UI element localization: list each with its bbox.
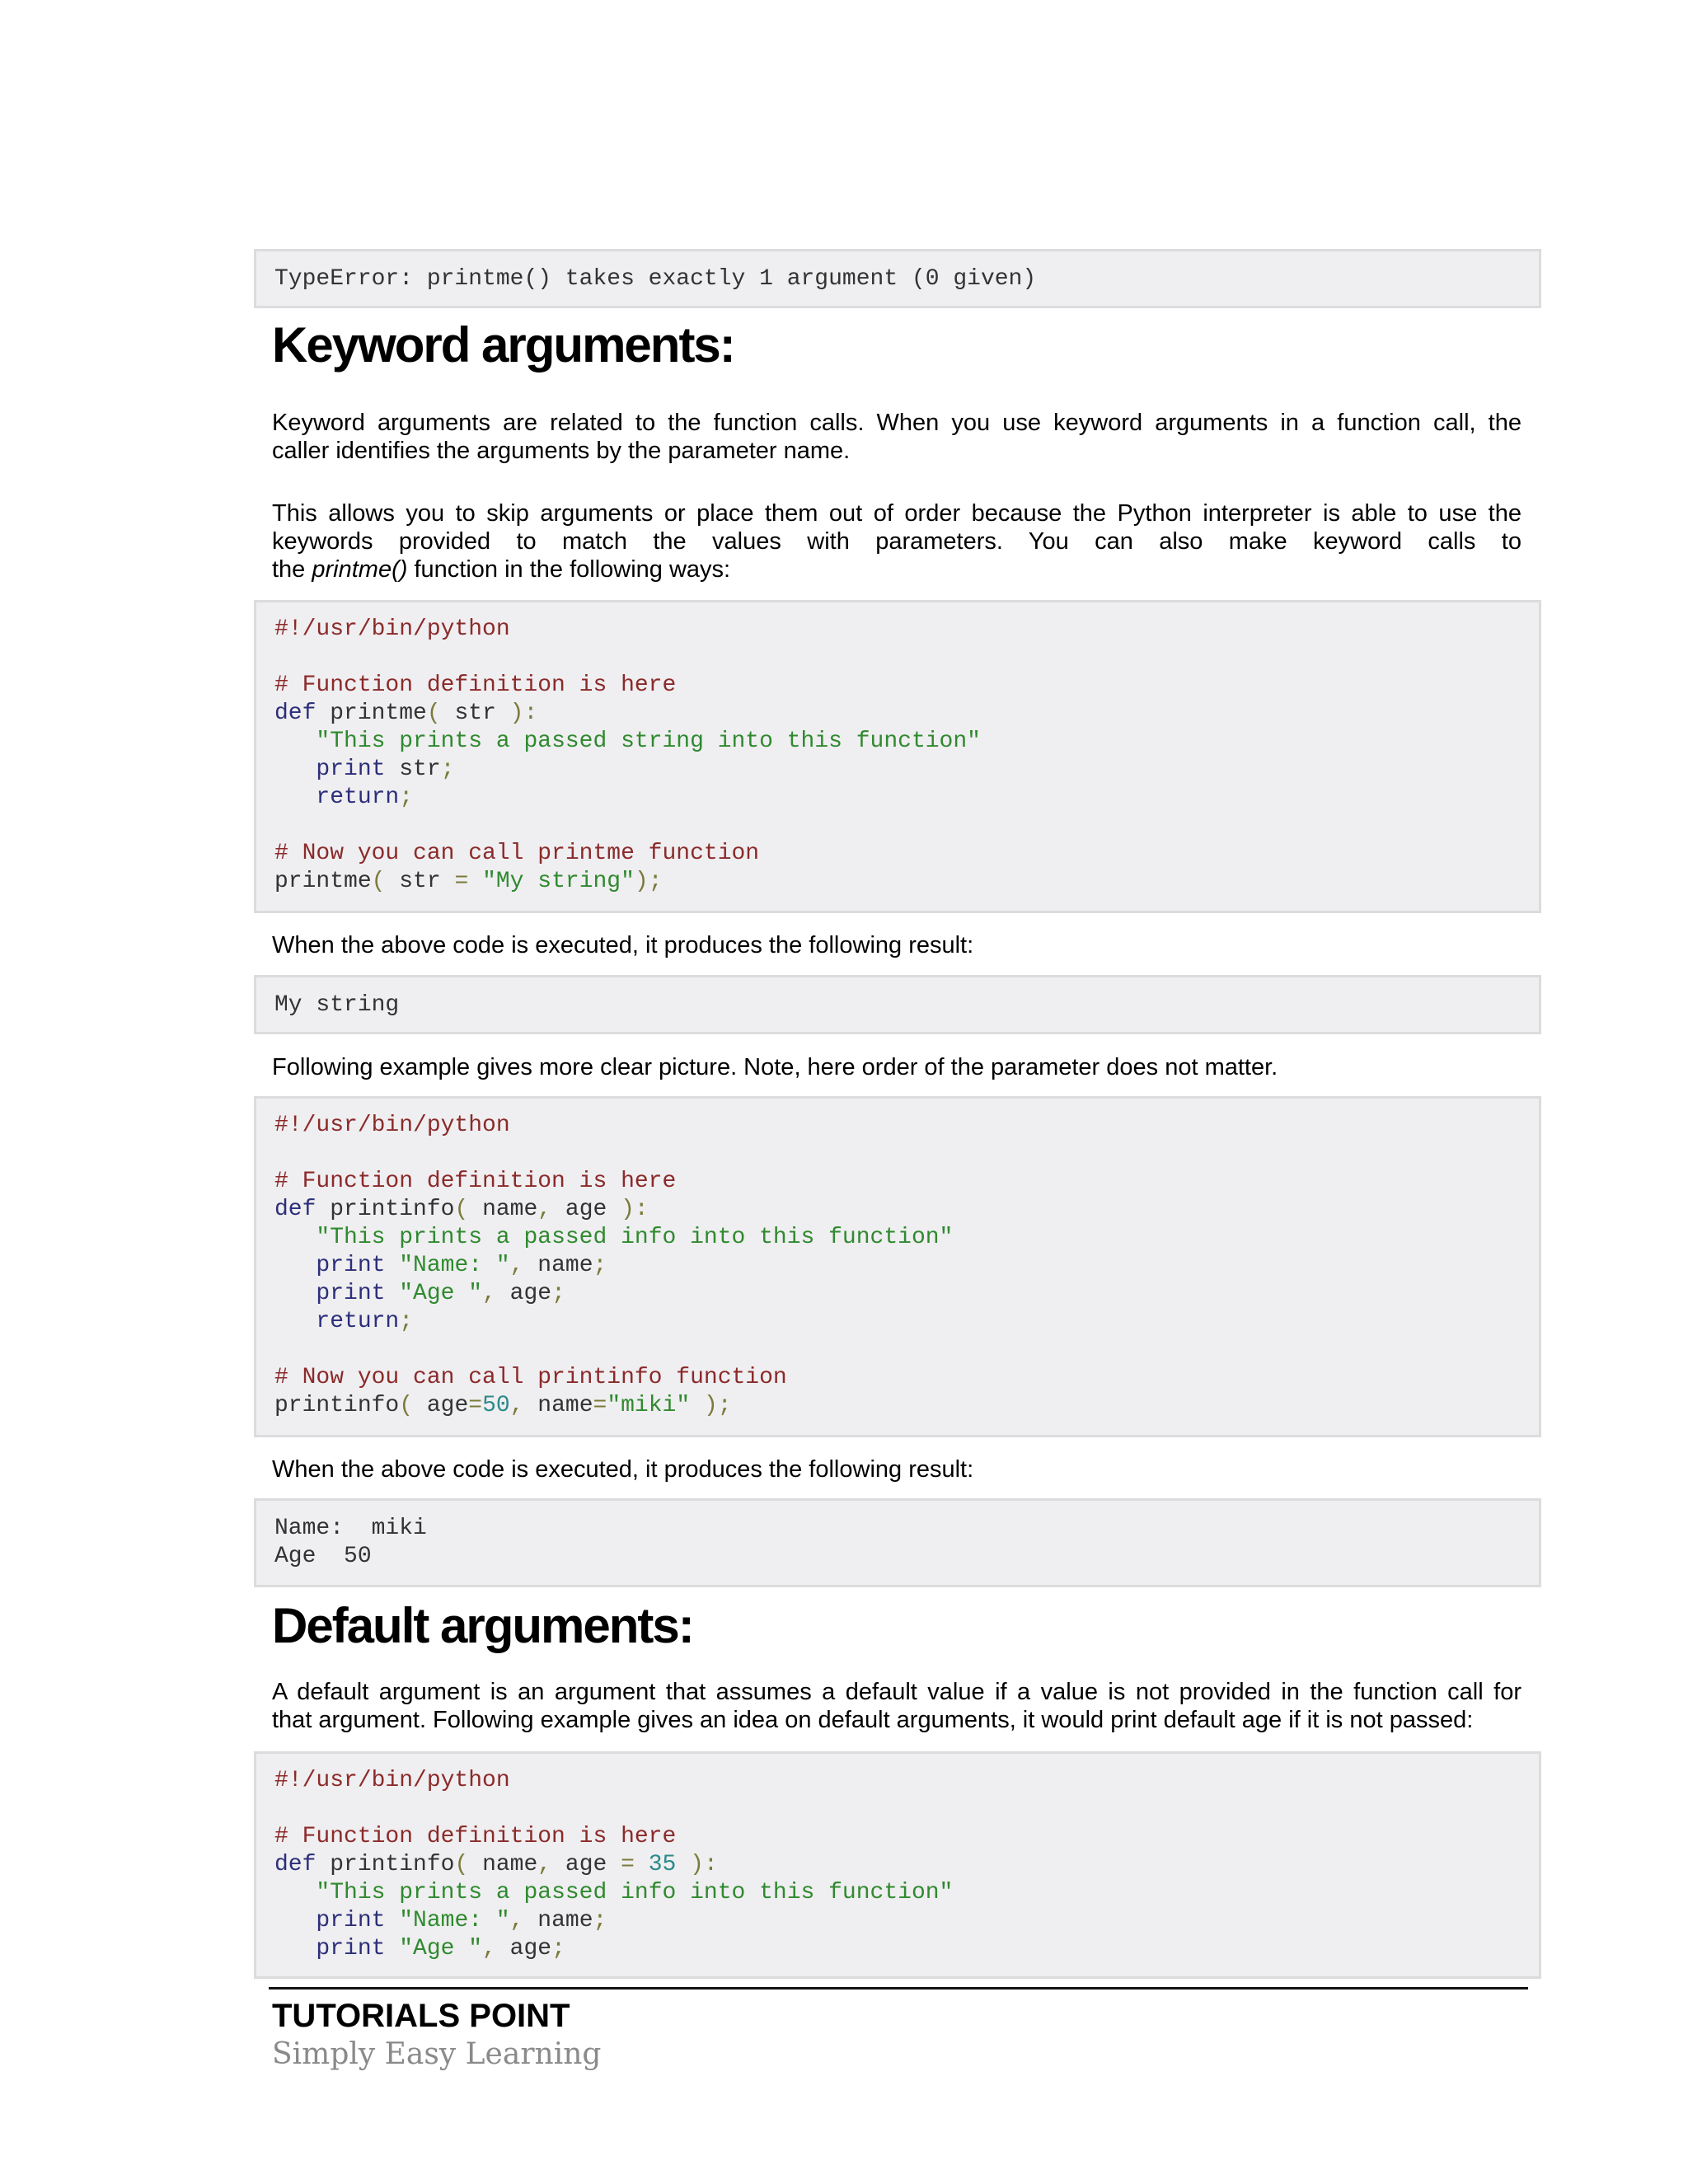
- code-punctuation: ,: [482, 1936, 496, 1961]
- output-line: Age 50: [274, 1544, 372, 1569]
- code-punctuation: (: [399, 1393, 414, 1418]
- code-string: "My string": [468, 869, 635, 894]
- code-identifier: name: [523, 1253, 593, 1278]
- text-run: the: [272, 556, 312, 583]
- code-identifier: str: [385, 869, 455, 894]
- code-punctuation: =: [621, 1852, 635, 1877]
- code-punctuation: =: [593, 1393, 607, 1418]
- code-identifier: printinfo: [316, 1197, 455, 1222]
- code-comment: # Function definition is here: [274, 673, 677, 698]
- code-blank-line: [274, 812, 1539, 840]
- code-punctuation: =: [468, 1393, 483, 1418]
- code-string: "This prints a passed info into this function": [316, 1880, 954, 1905]
- code-identifier: name: [523, 1908, 593, 1933]
- code-identifier: name: [468, 1852, 538, 1877]
- output-line: My string: [274, 992, 400, 1018]
- code-string: "This prints a passed string into this function": [316, 729, 981, 754]
- code-punctuation: );: [634, 869, 663, 894]
- code-block-printinfo: [254, 1096, 1541, 1437]
- paragraph-line: caller identifies the arguments by the parameter name.: [272, 438, 851, 464]
- code-punctuation: ;: [551, 1281, 565, 1306]
- code-string: "Name: ": [385, 1908, 510, 1933]
- code-docstring-line: [274, 728, 1539, 756]
- code-punctuation: (: [454, 1197, 469, 1222]
- code-number: 50: [482, 1393, 510, 1418]
- code-return-line: [274, 784, 1539, 812]
- code-call-line: [274, 868, 1539, 896]
- code-punctuation: ;: [399, 1309, 414, 1334]
- code-identifier: age: [413, 1393, 469, 1418]
- code-punctuation: );: [690, 1393, 732, 1418]
- keyword-intro-paragraph: [272, 409, 1522, 465]
- code-punctuation: ,: [537, 1852, 552, 1877]
- code-identifier: name: [523, 1393, 593, 1418]
- code-comment: # Now you can call printinfo function: [274, 1365, 787, 1390]
- error-output-box: [254, 249, 1541, 308]
- code-blank-line: [274, 644, 1539, 672]
- code-keyword: print: [316, 1253, 386, 1278]
- code-block-default-args: [254, 1751, 1541, 1979]
- code-comment: # Function definition is here: [274, 1824, 677, 1849]
- code-keyword: print: [316, 1936, 386, 1961]
- code-shebang: #!/usr/bin/python: [274, 616, 510, 642]
- code-string: "This prints a passed info into this function": [316, 1225, 954, 1250]
- code-punctuation: =: [454, 869, 469, 894]
- footer-brand-title: TUTORIALS POINT: [272, 1998, 570, 2034]
- code-docstring-line: [274, 1879, 1539, 1907]
- error-line: TypeError: printme() takes exactly 1 argument (0 given): [274, 266, 1037, 292]
- code-blank-line: [274, 1140, 1539, 1168]
- code-string: "Age ": [385, 1936, 483, 1961]
- code-shebang: #!/usr/bin/python: [274, 1768, 510, 1793]
- code-string: "Name: ": [385, 1253, 510, 1278]
- order-note-paragraph: Following example gives more clear picture. Note, here order of the parameter does not matter.: [272, 1054, 1278, 1080]
- paragraph-line: Keyword arguments are related to the function calls. When you use keyword arguments in a function call, the: [272, 410, 1522, 436]
- code-string: "Age ": [385, 1281, 483, 1306]
- code-shebang: #!/usr/bin/python: [274, 1113, 510, 1138]
- paragraph-line: that argument. Following example gives an idea on default arguments, it would print default age if it is not passed:: [272, 1707, 1474, 1733]
- code-print-line: [274, 1907, 1539, 1935]
- code-identifier: age: [551, 1852, 621, 1877]
- code-comment: # Function definition is here: [274, 1169, 677, 1194]
- code-def-line: [274, 1196, 1539, 1224]
- footer-tagline: Simply Easy Learning: [272, 2037, 602, 2071]
- code-punctuation: ,: [509, 1253, 524, 1278]
- text-run: function in the following ways:: [407, 556, 731, 583]
- code-def-line: [274, 700, 1539, 728]
- code-blank-line: [274, 1795, 1539, 1823]
- code-comment: # Now you can call printme function: [274, 841, 760, 866]
- code-keyword: print: [316, 1281, 386, 1306]
- code-def-line: [274, 1851, 1539, 1879]
- code-punctuation: ;: [593, 1253, 607, 1278]
- result-caption: When the above code is executed, it produces the following result:: [272, 1456, 974, 1483]
- code-print-line: [274, 1280, 1539, 1308]
- code-keyword: def: [274, 1197, 316, 1222]
- code-punctuation: ,: [537, 1197, 552, 1222]
- code-punctuation: ;: [399, 785, 414, 810]
- footer-divider: [269, 1987, 1528, 1990]
- code-identifier: printme: [316, 701, 427, 726]
- code-keyword: return: [316, 1309, 400, 1334]
- code-number: 35: [634, 1852, 677, 1877]
- code-identifier: printinfo: [274, 1393, 400, 1418]
- code-identifier: name: [468, 1197, 538, 1222]
- code-print-line: [274, 1252, 1539, 1280]
- code-punctuation: ;: [440, 757, 455, 782]
- code-keyword: def: [274, 1852, 316, 1877]
- code-punctuation: ,: [509, 1908, 524, 1933]
- code-call-line: [274, 1392, 1539, 1420]
- code-identifier: age: [495, 1936, 552, 1961]
- code-return-line: [274, 1308, 1539, 1336]
- output-line: Name: miki: [274, 1516, 427, 1541]
- code-punctuation: ;: [551, 1936, 565, 1961]
- code-punctuation: ):: [621, 1197, 649, 1222]
- output-box-1: [254, 975, 1541, 1034]
- code-print-line: [274, 1935, 1539, 1963]
- code-identifier: age: [495, 1281, 552, 1306]
- output-box-2: [254, 1498, 1541, 1587]
- code-print-line: [274, 756, 1539, 784]
- code-punctuation: ;: [593, 1908, 607, 1933]
- code-punctuation: ,: [509, 1393, 524, 1418]
- code-keyword: print: [316, 757, 386, 782]
- code-punctuation: (: [371, 869, 386, 894]
- code-identifier: printinfo: [316, 1852, 455, 1877]
- default-arguments-heading: Default arguments:: [272, 1598, 693, 1653]
- code-punctuation: ):: [676, 1852, 718, 1877]
- code-keyword: return: [316, 785, 400, 810]
- code-identifier: str: [385, 757, 441, 782]
- keyword-arguments-heading: Keyword arguments:: [272, 317, 734, 373]
- paragraph-line: A default argument is an argument that assumes a default value if a value is not provided in the function call for: [272, 1679, 1522, 1705]
- code-identifier: printme: [274, 869, 372, 894]
- code-identifier: age: [551, 1197, 621, 1222]
- code-block-printme: [254, 600, 1541, 913]
- code-punctuation: ):: [509, 701, 538, 726]
- code-punctuation: (: [454, 1852, 469, 1877]
- function-name-italic: printme(): [312, 556, 408, 583]
- code-keyword: print: [316, 1908, 386, 1933]
- code-string: "miki": [607, 1393, 691, 1418]
- keyword-order-paragraph: [272, 499, 1522, 583]
- paragraph-line: keywords provided to match the values with parameters. You can also make keyword calls to: [272, 528, 1522, 555]
- code-punctuation: ,: [482, 1281, 496, 1306]
- code-keyword: def: [274, 701, 316, 726]
- default-intro-paragraph: [272, 1678, 1522, 1734]
- code-punctuation: (: [426, 701, 441, 726]
- code-identifier: str: [440, 701, 510, 726]
- result-caption: When the above code is executed, it produces the following result:: [272, 932, 974, 958]
- paragraph-line: [272, 555, 1522, 583]
- paragraph-line: This allows you to skip arguments or place them out of order because the Python interpreter is able to use the: [272, 500, 1522, 527]
- code-blank-line: [274, 1336, 1539, 1364]
- code-docstring-line: [274, 1224, 1539, 1252]
